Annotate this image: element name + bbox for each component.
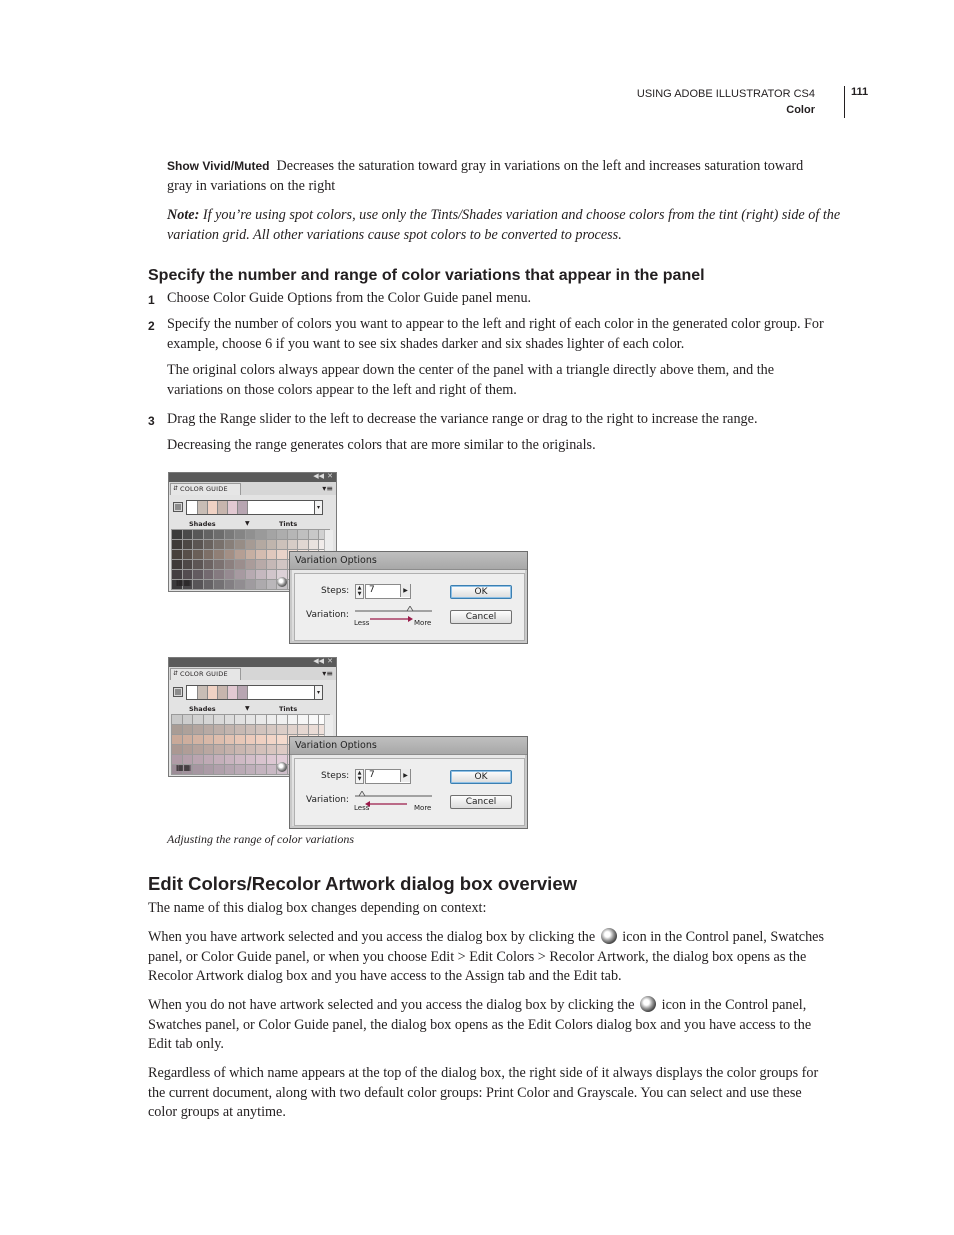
variation-swatch[interactable] [309, 530, 319, 539]
panel-menu-icon[interactable]: ▾≡ [322, 484, 333, 493]
harmony-swatch[interactable] [198, 686, 208, 699]
variation-swatch[interactable] [298, 530, 308, 539]
close-icon[interactable]: ✕ [327, 472, 333, 480]
variation-label: Variation: [306, 795, 349, 805]
edit-colors-paragraph-3 [148, 1064, 848, 1123]
cancel-button[interactable]: Cancel [450, 610, 512, 624]
variation-swatch[interactable] [235, 560, 245, 569]
collapse-icon[interactable]: ◀◀ [313, 472, 324, 480]
variation-swatch[interactable] [277, 745, 287, 754]
variation-swatch[interactable] [214, 540, 224, 549]
variation-swatch[interactable] [235, 725, 245, 734]
harmony-swatch[interactable] [228, 501, 238, 514]
variation-swatch[interactable] [193, 530, 203, 539]
variation-swatch[interactable] [225, 725, 235, 734]
variation-swatch[interactable] [172, 540, 182, 549]
panel-titlebar [169, 473, 336, 482]
variation-swatch[interactable] [193, 735, 203, 744]
edit-colors-intro: The name of this dialog box changes depending on context: [148, 900, 487, 916]
harmony-color-bar[interactable] [186, 500, 315, 515]
variation-swatch[interactable] [267, 580, 277, 589]
close-icon[interactable]: ✕ [327, 657, 333, 665]
steps-label: Steps: [321, 586, 350, 596]
variation-swatch[interactable] [193, 755, 203, 764]
variation-options-dialog [289, 551, 528, 644]
more-label: More [414, 619, 432, 627]
variation-swatch[interactable] [277, 530, 287, 539]
variation-swatch[interactable] [225, 560, 235, 569]
variation-swatch[interactable] [288, 715, 298, 724]
variation-swatch[interactable] [256, 765, 266, 774]
show-vivid-term: Show Vivid/Muted [167, 159, 270, 173]
note-line2: variation grid. All other variations cause spot colors to be converted to process. [167, 226, 622, 243]
variation-swatch[interactable] [267, 560, 277, 569]
p1-text-c: panel, or Color Guide panel, or when you choose Edit > Edit Colors > Recolor Artwork, the dialog box opens as the [148, 948, 807, 965]
steps-stepper[interactable]: ▲ ▼ [355, 584, 364, 599]
panel-title: COLOR GUIDE [180, 485, 228, 493]
figure-screenshot-narrow-range [168, 657, 528, 829]
step-2-line1: Specify the number of colors you want to appear to the left and right of each color in the generated color group. For [167, 316, 824, 332]
harmony-dropdown-arrow-icon[interactable]: ▾ [314, 500, 323, 515]
variation-swatch[interactable] [256, 530, 266, 539]
variation-swatch[interactable] [225, 570, 235, 579]
variation-swatch[interactable] [277, 715, 287, 724]
variation-swatch[interactable] [309, 715, 319, 724]
harmony-swatch[interactable] [218, 686, 228, 699]
variation-swatch[interactable] [267, 540, 277, 549]
variation-swatch[interactable] [267, 725, 277, 734]
figure-caption: Adjusting the range of color variations [167, 832, 354, 846]
section-heading-variations: Specify the number and range of color variations that appear in the panel [148, 267, 705, 284]
variation-swatch[interactable] [267, 745, 277, 754]
p2-text-c: Swatches panel, or Color Guide panel, the dialog box opens as the Edit Colors dialog box and you have access to the [148, 1016, 812, 1033]
steps-dropdown-icon[interactable]: ▶ [400, 584, 410, 597]
variation-swatch[interactable] [235, 735, 245, 744]
variation-swatch[interactable] [183, 540, 193, 549]
running-header-title: USING ADOBE ILLUSTRATOR CS4 [636, 88, 815, 100]
variation-swatch[interactable] [246, 570, 256, 579]
steps-value: 7 [369, 585, 375, 595]
harmony-swatch[interactable] [208, 686, 218, 699]
variation-swatch[interactable] [172, 550, 182, 559]
variation-swatch[interactable] [204, 530, 214, 539]
harmony-color-bar[interactable] [186, 685, 315, 700]
steps-value: 7 [369, 770, 375, 780]
page-number: 111 [851, 86, 869, 98]
tab-arrows-icon: ⇵ [173, 670, 179, 677]
variation-swatch[interactable] [214, 580, 224, 589]
variation-swatch[interactable] [214, 570, 224, 579]
variation-swatch[interactable] [225, 745, 235, 754]
more-label: More [414, 804, 432, 812]
recolor-artwork-icon [601, 928, 617, 944]
p2-text-b: icon in the Control panel, [661, 997, 807, 1013]
variation-swatch[interactable] [204, 745, 214, 754]
variation-swatch[interactable] [204, 540, 214, 549]
variation-swatch[interactable] [214, 725, 224, 734]
variation-swatch[interactable] [193, 765, 203, 774]
variation-swatch[interactable] [172, 530, 182, 539]
tab-arrows-icon: ⇵ [173, 485, 179, 492]
variation-swatch[interactable] [267, 765, 277, 774]
p2-text-a: When you do not have artwork selected and you access the dialog box by clicking the [148, 997, 635, 1013]
variation-swatch[interactable] [193, 540, 203, 549]
steps-dropdown-icon[interactable]: ▶ [400, 769, 410, 782]
variation-swatch[interactable] [214, 745, 224, 754]
step-3-text: Drag the Range slider to the left to decrease the variance range or drag to the right to increase the range. [167, 411, 758, 427]
steps-stepper[interactable]: ▲ ▼ [355, 769, 364, 784]
variation-swatch[interactable] [235, 745, 245, 754]
variation-swatch[interactable] [309, 725, 319, 734]
harmony-swatch[interactable] [198, 501, 208, 514]
figure-screenshot-wide-range [168, 472, 528, 644]
step-number-1: 1 [148, 293, 155, 307]
tab-color-guide[interactable] [170, 483, 241, 495]
variation-swatch[interactable] [267, 570, 277, 579]
step-1-text: Choose Color Guide Options from the Color Guide panel menu. [167, 290, 532, 306]
variation-swatch[interactable] [235, 550, 245, 559]
variation-swatch[interactable] [298, 725, 308, 734]
variation-swatch[interactable] [267, 715, 277, 724]
note-paragraph [167, 206, 857, 245]
variation-swatch[interactable] [256, 550, 266, 559]
dialog-titlebar [290, 552, 527, 570]
shades-label: Shades [189, 520, 216, 528]
p3-line3: color groups at anytime. [148, 1104, 286, 1121]
range-slider[interactable] [354, 606, 436, 628]
variation-swatch[interactable] [204, 715, 214, 724]
variation-swatch[interactable] [183, 725, 193, 734]
variation-label: Variation: [306, 610, 349, 620]
variation-swatch[interactable] [225, 580, 235, 589]
variation-swatch[interactable] [214, 765, 224, 774]
variation-swatch[interactable] [204, 735, 214, 744]
harmony-swatch[interactable] [187, 501, 198, 514]
variation-swatch[interactable] [204, 570, 214, 579]
variation-swatch[interactable] [246, 580, 256, 589]
variation-swatch[interactable] [235, 755, 245, 764]
running-header-section: Color [786, 104, 815, 116]
step-3-followup: Decreasing the range generates colors that are more similar to the originals. [167, 437, 596, 453]
p1-text-d: Recolor Artwork dialog box and you have access to the Assign tab and the Edit tab. [148, 968, 622, 985]
variation-swatch[interactable] [193, 570, 203, 579]
variation-swatch[interactable] [204, 765, 214, 774]
variation-swatch[interactable] [204, 755, 214, 764]
variation-swatch[interactable] [246, 765, 256, 774]
variation-swatch[interactable] [225, 715, 235, 724]
harmony-dropdown-arrow-icon[interactable]: ▾ [314, 685, 323, 700]
variation-swatch[interactable] [214, 755, 224, 764]
steps-label: Steps: [321, 771, 350, 781]
variation-swatch[interactable] [246, 745, 256, 754]
show-vivid-paragraph [167, 157, 857, 196]
harmony-swatch[interactable] [218, 501, 228, 514]
p1-text-b: icon in the Control panel, Swatches [622, 929, 824, 945]
variation-swatch[interactable] [204, 725, 214, 734]
harmony-swatch[interactable] [228, 686, 238, 699]
variation-swatch[interactable] [256, 560, 266, 569]
dialog-title: Variation Options [295, 555, 377, 566]
variation-swatch[interactable] [225, 735, 235, 744]
variation-swatch[interactable] [267, 755, 277, 764]
dialog-title: Variation Options [295, 740, 377, 751]
base-color-swatch[interactable] [173, 502, 183, 512]
variation-swatch[interactable] [183, 550, 193, 559]
variation-swatch[interactable] [214, 735, 224, 744]
variation-swatch[interactable] [204, 550, 214, 559]
variation-swatch[interactable] [183, 735, 193, 744]
shades-label: Shades [189, 705, 216, 713]
step-2-followup-line1: The original colors always appear down the center of the panel with a triangle directly above them, and the [167, 362, 775, 378]
variation-swatch[interactable] [193, 580, 203, 589]
less-label: Less [354, 619, 370, 627]
variation-swatch[interactable] [183, 560, 193, 569]
variation-swatch[interactable] [204, 560, 214, 569]
variation-swatch[interactable] [225, 530, 235, 539]
variation-swatch[interactable] [256, 580, 266, 589]
variation-swatch[interactable] [214, 550, 224, 559]
step-number-3: 3 [148, 414, 155, 428]
collapse-icon[interactable]: ◀◀ [313, 657, 324, 665]
step-2-followup-line2: variations on those colors appear to the left and right of them. [167, 381, 517, 398]
variation-swatch[interactable] [235, 540, 245, 549]
recolor-artwork-icon [640, 996, 656, 1012]
p2-text-d: Edit tab only. [148, 1036, 224, 1053]
ok-button[interactable]: OK [450, 585, 512, 599]
variation-swatch[interactable] [288, 530, 298, 539]
variation-swatch[interactable] [183, 530, 193, 539]
recolor-artwork-icon[interactable] [277, 762, 287, 772]
tints-label: Tints [279, 705, 298, 713]
variation-swatch[interactable] [235, 530, 245, 539]
variation-swatch[interactable] [246, 560, 256, 569]
variation-swatch[interactable] [235, 570, 245, 579]
variation-swatch[interactable] [225, 540, 235, 549]
variation-swatch[interactable] [235, 580, 245, 589]
variation-swatch[interactable] [193, 745, 203, 754]
show-vivid-line2: gray in variations on the right [167, 177, 336, 194]
variation-swatch[interactable] [204, 580, 214, 589]
note-line1: If you’re using spot colors, use only the Tints/Shades variation and choose colors from the tint (right) side of the [202, 207, 841, 223]
variation-swatch[interactable] [172, 560, 182, 569]
panel-menu-icon[interactable]: ▾≡ [322, 669, 333, 678]
harmony-swatch[interactable] [238, 686, 248, 699]
variation-swatch[interactable] [225, 550, 235, 559]
variation-swatch[interactable] [214, 560, 224, 569]
variation-swatch[interactable] [193, 560, 203, 569]
slider-thumb-icon [359, 791, 365, 796]
slider-thumb-icon [407, 606, 413, 611]
variation-swatch[interactable] [193, 725, 203, 734]
variation-swatch[interactable] [172, 735, 182, 744]
harmony-swatch[interactable] [238, 501, 248, 514]
center-triangle-icon: ▼ [245, 520, 250, 527]
tints-label: Tints [279, 520, 298, 528]
variation-swatch[interactable] [214, 530, 224, 539]
variation-swatch[interactable] [246, 540, 256, 549]
edit-colors-paragraph-1 [148, 928, 848, 987]
ok-button[interactable]: OK [450, 770, 512, 784]
variation-swatch[interactable] [225, 765, 235, 774]
variation-swatch[interactable] [193, 715, 203, 724]
panel-titlebar [169, 658, 336, 667]
section-heading-edit-colors: Edit Colors/Recolor Artwork dialog box overview [148, 873, 578, 894]
variation-swatch[interactable] [298, 540, 308, 549]
variation-swatch[interactable] [309, 540, 319, 549]
panel-title: COLOR GUIDE [180, 670, 228, 678]
variation-swatch[interactable] [256, 755, 266, 764]
variation-swatch[interactable] [267, 550, 277, 559]
variation-swatch[interactable] [277, 725, 287, 734]
harmony-swatch[interactable] [208, 501, 218, 514]
variation-swatch[interactable] [277, 560, 287, 569]
variation-swatch[interactable] [288, 540, 298, 549]
note-label: Note: [167, 207, 200, 223]
variation-swatch[interactable] [267, 735, 277, 744]
swatch-library-icon[interactable]: ▦▦ [176, 763, 192, 772]
variation-swatch[interactable] [246, 735, 256, 744]
variation-swatch[interactable] [172, 725, 182, 734]
variation-swatch[interactable] [235, 765, 245, 774]
show-vivid-line1: Decreases the saturation toward gray in variations on the left and increases saturation toward [276, 158, 804, 174]
step-2-followup [167, 361, 857, 400]
variation-swatch[interactable] [235, 715, 245, 724]
variation-swatch[interactable] [277, 735, 287, 744]
cancel-button[interactable]: Cancel [450, 795, 512, 809]
dialog-titlebar [290, 737, 527, 755]
variation-swatch[interactable] [277, 540, 287, 549]
variation-swatch[interactable] [256, 735, 266, 744]
variation-swatch[interactable] [183, 715, 193, 724]
variation-swatch[interactable] [256, 540, 266, 549]
variation-swatch[interactable] [214, 715, 224, 724]
variation-swatch[interactable] [172, 745, 182, 754]
variation-swatch[interactable] [256, 570, 266, 579]
tab-color-guide[interactable] [170, 668, 241, 680]
header-divider [844, 86, 845, 118]
variation-swatch[interactable] [246, 725, 256, 734]
harmony-swatch[interactable] [187, 686, 198, 699]
variation-swatch[interactable] [246, 755, 256, 764]
variation-swatch[interactable] [256, 725, 266, 734]
recolor-artwork-icon[interactable] [277, 577, 287, 587]
variation-swatch[interactable] [246, 550, 256, 559]
variation-swatch[interactable] [288, 725, 298, 734]
variation-swatch[interactable] [172, 715, 182, 724]
variation-swatch[interactable] [267, 530, 277, 539]
center-triangle-icon: ▼ [245, 705, 250, 712]
swatch-library-icon[interactable]: ▦▦ [176, 578, 192, 587]
p3-line1: Regardless of which name appears at the top of the dialog box, the right side of it always displays the color groups for [148, 1065, 819, 1081]
variation-swatch[interactable] [256, 715, 266, 724]
variation-swatch[interactable] [277, 550, 287, 559]
variation-swatch[interactable] [193, 550, 203, 559]
variation-options-dialog [289, 736, 528, 829]
variation-swatch[interactable] [183, 745, 193, 754]
variation-swatch[interactable] [246, 715, 256, 724]
variation-swatch[interactable] [298, 715, 308, 724]
less-label: Less [354, 804, 370, 812]
p1-text-a: When you have artwork selected and you access the dialog box by clicking the [148, 929, 596, 945]
step-number-2: 2 [148, 319, 155, 333]
step-2-line2: example, choose 6 if you want to see six shades darker and six shades lighter of each color. [167, 335, 685, 352]
range-slider[interactable] [354, 791, 436, 813]
variation-swatch[interactable] [225, 755, 235, 764]
edit-colors-paragraph-2 [148, 996, 848, 1055]
step-2-text [167, 315, 857, 354]
p3-line2: the current document, along with two default color groups: Print Color and Grayscale. You can select and use these [148, 1084, 802, 1101]
variation-swatch[interactable] [256, 745, 266, 754]
base-color-swatch[interactable] [173, 687, 183, 697]
variation-swatch[interactable] [246, 530, 256, 539]
